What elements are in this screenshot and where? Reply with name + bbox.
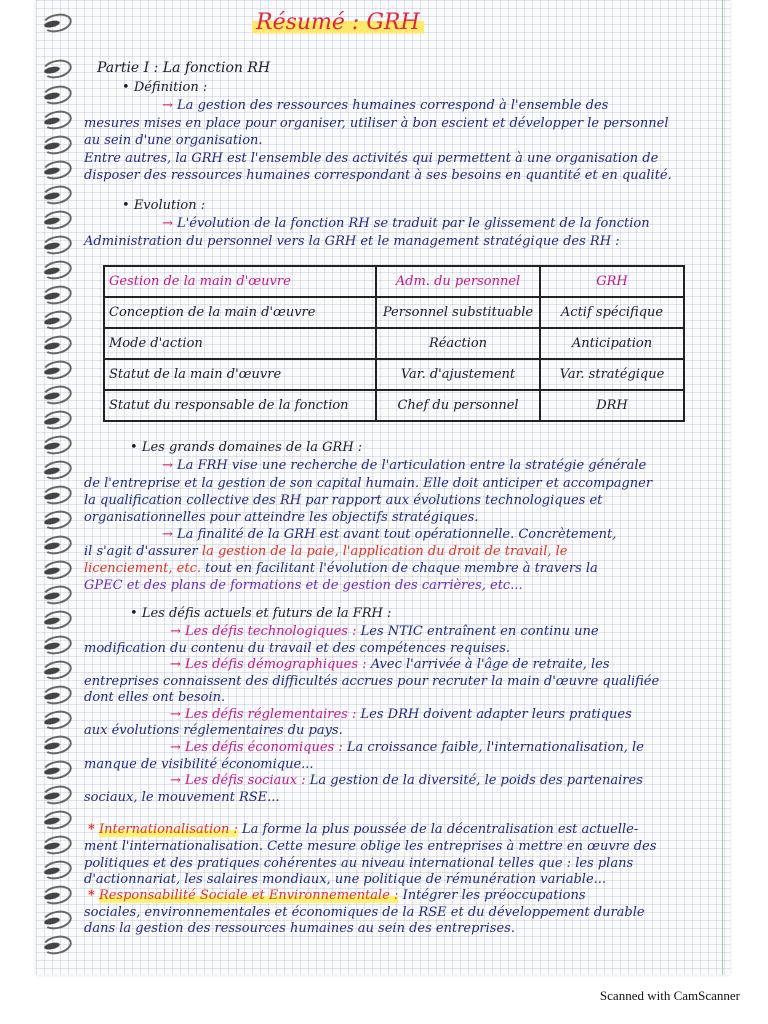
table-header-cell: Gestion de la main d'œuvre: [104, 266, 376, 297]
arrow-icon: →: [170, 624, 181, 639]
internationalisation-line: * Internationalisation : La forme la plus poussée de la décentralisation est actuelle-: [88, 822, 639, 837]
domains-line: → La finalité de la GRH est avant tout opérationnelle. Concrètement,: [162, 527, 617, 542]
ring-icon: [40, 558, 73, 582]
ring-icon: [40, 133, 73, 157]
arrow-icon: →: [162, 458, 173, 473]
domains-line: de l'entreprise et la gestion de son capital humain. Elle doit anticiper et accompagner: [84, 476, 653, 491]
table-cell: Anticipation: [540, 328, 684, 359]
table-row: [104, 359, 684, 390]
definition-line: au sein d'une organisation.: [84, 133, 263, 148]
definition-line: mesures mises en place pour organiser, utiliser à bon escient et développer le personnel: [84, 116, 669, 131]
ring-icon: [40, 458, 73, 482]
ring-icon: [40, 283, 73, 307]
table-cell: Réaction: [376, 328, 540, 359]
table-row: [104, 297, 684, 328]
table-row: [104, 390, 684, 421]
table-header-row: [104, 266, 684, 297]
ring-icon: [40, 483, 73, 507]
ring-icon: [40, 83, 73, 107]
challenges-heading: • Les défis actuels et futurs de la FRH :: [130, 606, 392, 621]
scanner-watermark: Scanned with CamScanner: [599, 988, 740, 1003]
table-row: [104, 328, 684, 359]
ring-icon: [40, 808, 73, 832]
ring-icon: [40, 433, 73, 457]
arrow-icon: →: [162, 216, 173, 231]
ring-icon: [40, 333, 73, 357]
ring-icon: [40, 233, 73, 257]
challenge-demo: → Les défis démographiques : Avec l'arrivée à l'âge de retraite, les: [170, 657, 610, 672]
challenge-line: dont elles ont besoin.: [84, 690, 226, 705]
ring-icon: [40, 308, 73, 332]
asterisk-icon: *: [88, 822, 95, 837]
evolution-heading: • Evolution :: [122, 198, 206, 213]
definition-heading: • Définition :: [122, 80, 208, 95]
arrow-icon: →: [170, 707, 181, 722]
ring-icon: [40, 758, 73, 782]
table-header-cell: Adm. du personnel: [376, 266, 540, 297]
table-cell: Mode d'action: [104, 328, 376, 359]
ring-icon: [40, 583, 73, 607]
domains-line: licenciement, etc. tout en facilitant l'évolution de chaque membre à travers la: [84, 561, 598, 576]
ring-icon: [40, 508, 73, 532]
evolution-line: → L'évolution de la fonction RH se traduit par le glissement de la fonction: [162, 216, 650, 231]
definition-line: → La gestion des ressources humaines correspond à l'ensemble des: [162, 98, 609, 113]
rse-line: sociales, environnementales et économiques de la RSE et du développement durable: [84, 905, 645, 920]
table-cell: Personnel substituable: [376, 297, 540, 328]
domains-line: organisationnelles pour atteindre les objectifs stratégiques.: [84, 510, 479, 525]
domains-line: il s'agit d'assurer la gestion de la paie, l'application du droit de travail, le: [84, 544, 568, 559]
part-heading: Partie I : La fonction RH: [97, 60, 271, 76]
domains-line: GPEC et des plans de formations et de gestion des carrières, etc...: [84, 578, 523, 593]
ring-icon: [40, 708, 73, 732]
spiral-binding: [0, 0, 80, 975]
table-cell: Statut de la main d'œuvre: [104, 359, 376, 390]
challenge-social: → Les défis sociaux : La gestion de la diversité, le poids des partenaires: [170, 773, 643, 788]
ring-icon: [40, 908, 73, 932]
challenge-line: manque de visibilité économique...: [84, 757, 314, 772]
domains-heading: • Les grands domaines de la GRH :: [130, 440, 363, 455]
ring-icon: [40, 683, 73, 707]
ring-icon: [40, 408, 73, 432]
challenge-eco: → Les défis économiques : La croissance faible, l'internationalisation, le: [170, 740, 644, 755]
table-header-cell: GRH: [540, 266, 684, 297]
challenge-regl: → Les défis réglementaires : Les DRH doivent adapter leurs pratiques: [170, 707, 632, 722]
challenge-line: entreprises connaissent des difficultés accrues pour recruter la main d'œuvre qualifiée: [84, 674, 660, 689]
ring-icon: [40, 858, 73, 882]
domains-line: la qualification collective des RH par rapport aux évolutions technologiques et: [84, 493, 603, 508]
margin-line: [722, 0, 723, 975]
ring-icon: [40, 358, 73, 382]
definition-line: Entre autres, la GRH est l'ensemble des activités qui permettent à une organisation de: [84, 151, 659, 166]
challenge-tech: → Les défis technologiques : Les NTIC entraînent en continu une: [170, 624, 599, 639]
table-cell: DRH: [540, 390, 684, 421]
ring-icon: [40, 108, 73, 132]
internationalisation-line: ment l'internationalisation. Cette mesure oblige les entreprises à mettre en œuvre des: [84, 839, 657, 854]
ring-icon: [40, 158, 73, 182]
ring-icon: [40, 533, 73, 557]
ring-icon: [40, 57, 73, 81]
ring-icon: [40, 183, 73, 207]
ring-icon: [40, 833, 73, 857]
internationalisation-line: politiques et des pratiques cohérentes au niveau international telles que : les plans: [84, 856, 634, 871]
ring-icon: [40, 608, 73, 632]
internationalisation-line: d'actionnariat, les salaires mondiaux, une politique de rémunération variable...: [84, 872, 607, 887]
arrow-icon: →: [170, 740, 181, 755]
table-cell: Conception de la main d'œuvre: [104, 297, 376, 328]
table-cell: Actif spécifique: [540, 297, 684, 328]
definition-line: disposer des ressources humaines correspondant à ses besoins en quantité et en qualité.: [84, 168, 672, 183]
challenge-line: aux évolutions réglementaires du pays.: [84, 723, 343, 738]
table-cell: Chef du personnel: [376, 390, 540, 421]
rse-line: dans la gestion des ressources humaines au sein des entreprises.: [84, 921, 515, 936]
ring-icon: [40, 383, 73, 407]
domains-line: → La FRH vise une recherche de l'articulation entre la stratégie générale: [162, 458, 647, 473]
ring-icon: [40, 783, 73, 807]
ring-icon: [40, 208, 73, 232]
table-cell: Var. d'ajustement: [376, 359, 540, 390]
page-title: Résumé : GRH: [252, 10, 424, 35]
ring-icon: [40, 883, 73, 907]
ring-icon: [40, 633, 73, 657]
table-cell: Statut du responsable de la fonction: [104, 390, 376, 421]
challenge-line: modification du contenu du travail et des compétences requises.: [84, 641, 511, 656]
arrow-icon: →: [170, 773, 181, 788]
table-cell: Var. stratégique: [540, 359, 684, 390]
arrow-icon: →: [162, 527, 173, 542]
ring-icon: [40, 933, 73, 957]
rse-line: * Responsabilité Sociale et Environnementale : Intégrer les préoccupations: [88, 888, 586, 903]
arrow-icon: →: [162, 98, 173, 113]
asterisk-icon: *: [88, 888, 95, 903]
ring-icon: [40, 733, 73, 757]
challenge-line: sociaux, le mouvement RSE...: [84, 790, 280, 805]
ring-icon: [40, 258, 73, 282]
ring-icon: [40, 658, 73, 682]
comparison-table: [103, 265, 685, 422]
evolution-line: Administration du personnel vers la GRH et le management stratégique des RH :: [84, 234, 620, 249]
ring-icon: [40, 11, 73, 35]
arrow-icon: →: [170, 657, 181, 672]
